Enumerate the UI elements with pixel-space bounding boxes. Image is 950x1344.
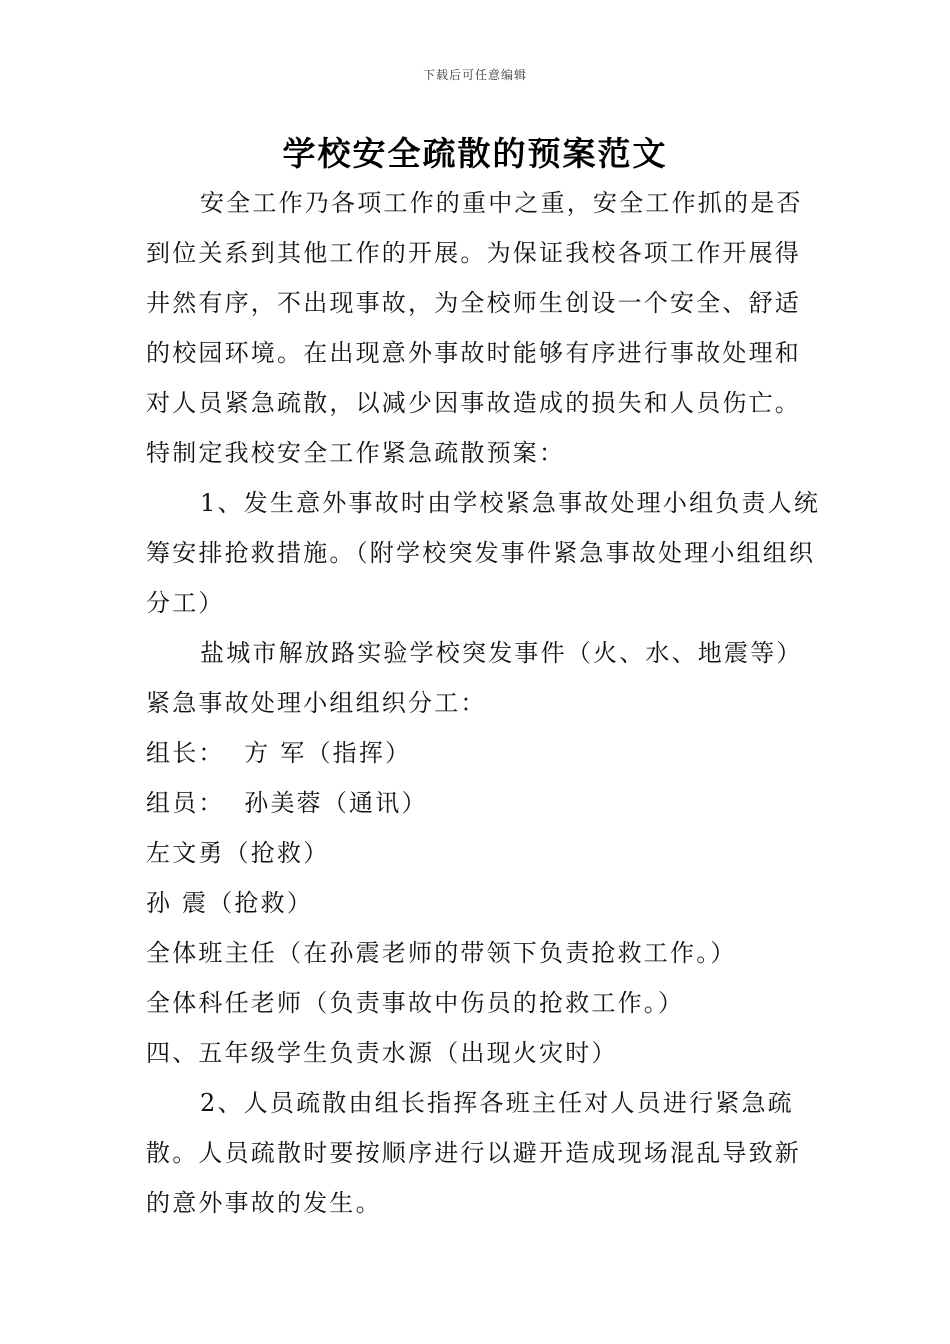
document-body <box>146 178 826 1228</box>
intro-paragraph: 安全工作乃各项工作的重中之重，安全工作抓的是否到位关系到其他工作的开展。为保证我校各项工作开展得井然有序，不出现事故，为全校师生创设一个安全、舒适的校园环境。在出现意外事故时能够有序进行事故处理和对人员紧急疏散，以减少因事故造成的损失和人员伤亡。特制定我校安全工作紧急疏散预案： <box>146 189 803 467</box>
document-title: 学校安全疏散的预案范文 <box>282 134 668 173</box>
leader-line: 组长： 方 军（指挥） <box>146 739 412 767</box>
org-heading-paragraph: 盐城市解放路实验学校突发事件（火、水、地震等）紧急事故处理小组组织分工： <box>146 639 803 717</box>
member-line-6: 四、五年级学生负责水源（出现火灾时） <box>146 1039 618 1067</box>
member-line-3: 孙 震（抢救） <box>146 889 314 917</box>
header-note: 下载后可任意编辑 <box>422 68 527 82</box>
member-line-5: 全体科任老师（负责事故中伤员的抢救工作。） <box>146 989 685 1017</box>
item-1-paragraph: 1、发生意外事故时由学校紧急事故处理小组负责人统筹安排抢救措施。（附学校突发事件紧急事故处理小组组织分工） <box>146 489 821 617</box>
member-line-4: 全体班主任（在孙震老师的带领下负责抢救工作。） <box>146 939 737 967</box>
member-line-2: 左文勇（抢救） <box>146 839 330 867</box>
member-line-1: 组员： 孙美蓉（通讯） <box>146 789 428 817</box>
item-2-paragraph: 2、人员疏散由组长指挥各班主任对人员进行紧急疏散。人员疏散时要按顺序进行以避开造成现场混乱导致新的意外事故的发生。 <box>146 1089 801 1217</box>
